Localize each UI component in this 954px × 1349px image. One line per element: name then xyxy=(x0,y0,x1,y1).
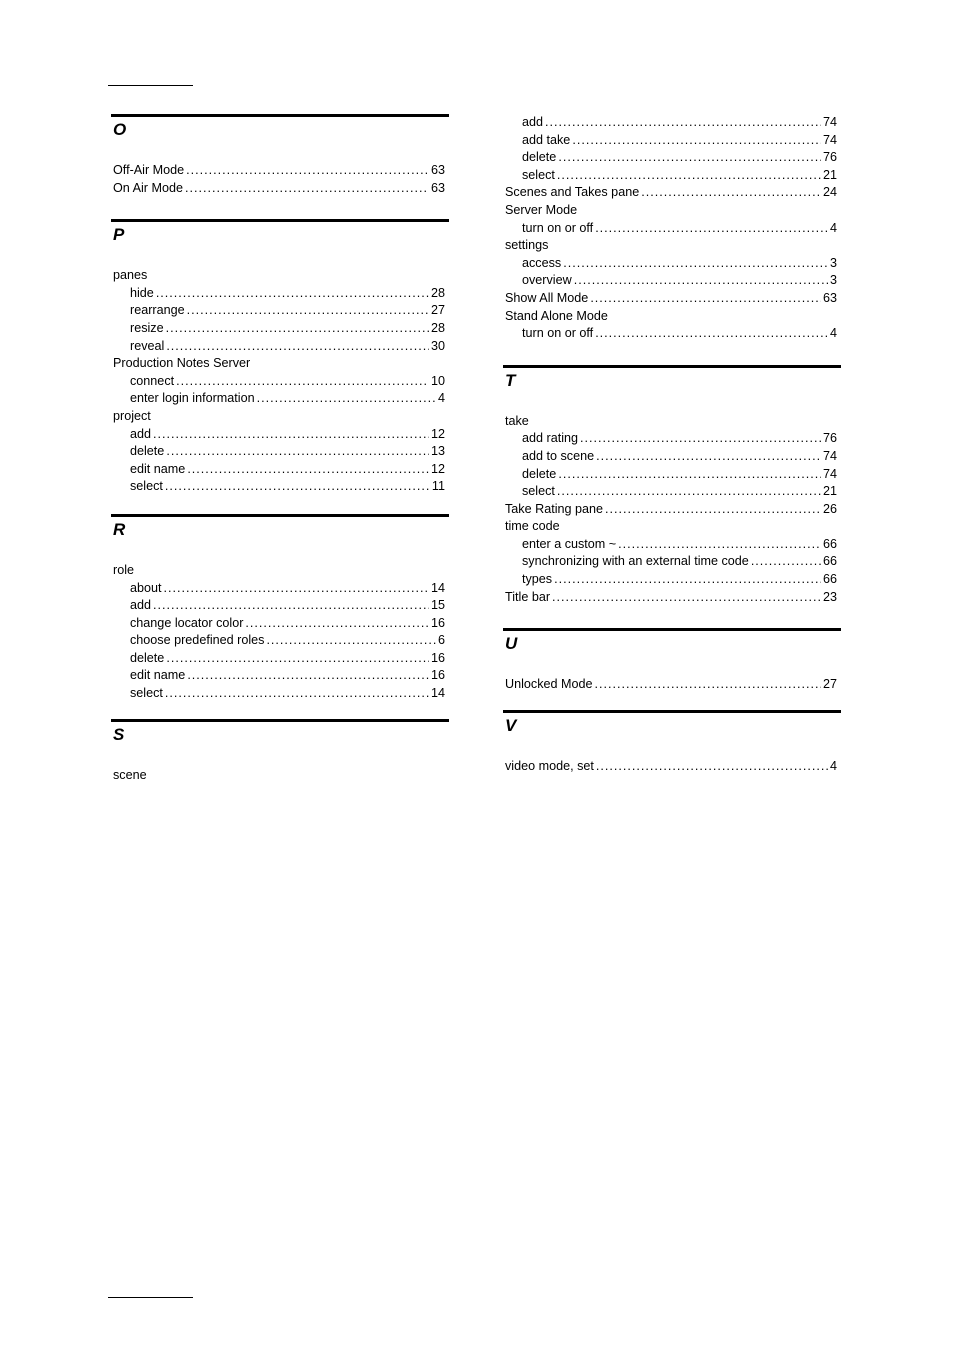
index-entries xyxy=(503,751,841,776)
index-entry xyxy=(503,413,841,431)
entry-label: edit name xyxy=(130,461,186,476)
index-subentry xyxy=(503,220,841,238)
index-section-p xyxy=(111,219,449,496)
index-subentry xyxy=(503,536,841,554)
index-subentry xyxy=(111,390,449,408)
index-entries xyxy=(503,114,841,343)
entry-label: enter login information xyxy=(130,391,255,406)
section-letter: U xyxy=(505,634,518,654)
entry-page-number: 63 xyxy=(430,180,445,195)
dot-leader xyxy=(641,184,821,202)
index-entries xyxy=(503,406,841,607)
index-subentry xyxy=(111,320,449,338)
dot-leader xyxy=(266,632,436,650)
dot-leader xyxy=(554,571,821,589)
index-subentry xyxy=(503,483,841,501)
entry-page-number: 16 xyxy=(430,650,445,665)
entry-page-number: 28 xyxy=(430,320,445,335)
section-letter: S xyxy=(113,724,125,744)
entry-label: types xyxy=(522,572,553,587)
index-entries xyxy=(111,260,449,496)
index-section-v xyxy=(503,710,841,776)
entry-label: connect xyxy=(130,373,175,388)
index-subentry xyxy=(111,443,449,461)
entry-page-number: 23 xyxy=(822,589,837,604)
index-entry xyxy=(503,518,841,536)
entry-page-number: 21 xyxy=(822,484,837,499)
index-entry xyxy=(503,308,841,326)
dot-leader xyxy=(165,478,430,496)
index-section-u xyxy=(503,628,841,694)
dot-leader xyxy=(595,220,828,238)
dot-leader xyxy=(596,758,828,776)
dot-leader xyxy=(563,255,828,273)
index-entry xyxy=(503,184,841,202)
dot-leader xyxy=(572,132,821,150)
dot-leader xyxy=(185,180,429,198)
section-heading xyxy=(503,628,841,669)
entry-label: Scenes and Takes pane xyxy=(505,185,640,200)
entry-page-number: 16 xyxy=(430,668,445,683)
entry-page-number: 66 xyxy=(822,554,837,569)
index-subentry xyxy=(503,255,841,273)
entry-page-number: 3 xyxy=(829,273,837,288)
entry-page-number: 24 xyxy=(822,185,837,200)
index-subentry xyxy=(111,285,449,303)
index-entry xyxy=(111,408,449,426)
entry-label: select xyxy=(522,167,555,182)
dot-leader xyxy=(153,426,429,444)
index-entry xyxy=(503,290,841,308)
dot-leader xyxy=(552,589,821,607)
entry-label: Stand Alone Mode xyxy=(505,308,608,323)
entry-label: add xyxy=(130,598,152,613)
entry-label: delete xyxy=(522,150,557,165)
dot-leader xyxy=(557,167,821,185)
entry-page-number: 74 xyxy=(822,466,837,481)
entry-page-number: 15 xyxy=(430,598,445,613)
index-entry xyxy=(111,355,449,373)
dot-leader xyxy=(595,676,821,694)
entry-label: hide xyxy=(130,285,154,300)
index-subentry xyxy=(503,114,841,132)
section-letter: V xyxy=(505,715,517,735)
entry-label: turn on or off xyxy=(522,326,594,341)
index-entry xyxy=(503,676,841,694)
entry-label: delete xyxy=(522,466,557,481)
entry-label: access xyxy=(522,255,562,270)
index-entries xyxy=(111,760,449,785)
section-letter: P xyxy=(113,225,125,245)
dot-leader xyxy=(187,461,429,479)
index-entry xyxy=(111,267,449,285)
index-column-right xyxy=(503,114,841,775)
dot-leader xyxy=(166,443,429,461)
entry-label: turn on or off xyxy=(522,220,594,235)
entry-label: add to scene xyxy=(522,448,595,463)
index-subentry xyxy=(111,597,449,615)
entry-label: Server Mode xyxy=(505,202,578,217)
header-rule xyxy=(108,85,193,86)
entry-page-number: 26 xyxy=(822,501,837,516)
entry-page-number: 63 xyxy=(822,290,837,305)
index-entry xyxy=(111,162,449,180)
index-section-s xyxy=(111,719,449,785)
entry-page-number: 16 xyxy=(430,615,445,630)
dot-leader xyxy=(596,448,821,466)
entry-label: role xyxy=(113,562,134,577)
index-entry xyxy=(111,767,449,785)
section-heading xyxy=(111,514,449,555)
index-section-o xyxy=(111,114,449,197)
section-letter: T xyxy=(505,370,516,390)
index-section-r xyxy=(111,514,449,703)
entry-label: synchronizing with an external time code xyxy=(522,554,749,569)
index-subentry xyxy=(111,580,449,598)
index-subentry xyxy=(111,338,449,356)
entry-label: panes xyxy=(113,268,148,283)
section-heading xyxy=(111,719,449,760)
entry-label: choose predefined roles xyxy=(130,633,265,648)
entry-label: add xyxy=(130,426,152,441)
index-section-continued xyxy=(503,114,841,343)
index-subentry xyxy=(503,272,841,290)
entry-page-number: 74 xyxy=(822,132,837,147)
index-entry xyxy=(503,589,841,607)
index-subentry xyxy=(503,167,841,185)
entry-label: add rating xyxy=(522,431,579,446)
entry-label: Take Rating pane xyxy=(505,501,604,516)
entry-page-number: 11 xyxy=(431,479,445,494)
index-entries xyxy=(111,555,449,703)
dot-leader xyxy=(153,597,429,615)
section-heading xyxy=(503,365,841,406)
entry-label: Off-Air Mode xyxy=(113,163,185,177)
entry-label: reveal xyxy=(130,338,165,353)
entry-page-number: 74 xyxy=(822,115,837,129)
dot-leader xyxy=(618,536,821,554)
index-subentry xyxy=(111,667,449,685)
entry-label: edit name xyxy=(130,668,186,683)
entry-page-number: 30 xyxy=(430,338,445,353)
index-section-t xyxy=(503,365,841,607)
dot-leader xyxy=(166,320,429,338)
index-subentry xyxy=(111,615,449,633)
dot-leader xyxy=(751,553,821,571)
entry-page-number: 13 xyxy=(430,444,445,459)
entry-page-number: 14 xyxy=(430,580,445,595)
dot-leader xyxy=(164,580,429,598)
entry-label: resize xyxy=(130,320,164,335)
dot-leader xyxy=(187,302,429,320)
index-subentry xyxy=(111,685,449,703)
entry-label: On Air Mode xyxy=(113,180,183,195)
entry-label: settings xyxy=(505,238,549,253)
entry-page-number: 27 xyxy=(430,303,445,318)
entry-page-number: 4 xyxy=(829,758,837,773)
index-subentry xyxy=(111,632,449,650)
index-subentry xyxy=(503,571,841,589)
section-letter: O xyxy=(113,120,127,139)
index-subentry xyxy=(111,302,449,320)
entry-page-number: 4 xyxy=(829,220,837,235)
index-subentry xyxy=(503,325,841,343)
entry-label: change locator color xyxy=(130,615,244,630)
dot-leader xyxy=(557,483,821,501)
index-subentry xyxy=(503,430,841,448)
entry-page-number: 74 xyxy=(822,448,837,463)
entry-label: video mode, set xyxy=(505,758,594,773)
index-subentry xyxy=(503,448,841,466)
entry-label: add xyxy=(522,115,544,129)
section-heading xyxy=(503,710,841,751)
dot-leader xyxy=(580,430,821,448)
entry-label: rearrange xyxy=(130,303,185,318)
dot-leader xyxy=(245,615,429,633)
dot-leader xyxy=(545,114,821,132)
index-subentry xyxy=(503,149,841,167)
index-subentry xyxy=(503,466,841,484)
entry-label: delete xyxy=(130,444,165,459)
dot-leader xyxy=(595,325,828,343)
entry-page-number: 4 xyxy=(829,326,837,341)
section-heading xyxy=(111,219,449,260)
entry-page-number: 14 xyxy=(430,686,445,701)
dot-leader xyxy=(605,501,821,519)
index-subentry xyxy=(111,461,449,479)
dot-leader xyxy=(257,390,436,408)
entry-page-number: 66 xyxy=(822,536,837,551)
entry-label: delete xyxy=(130,650,165,665)
entry-label: scene xyxy=(113,767,147,782)
dot-leader xyxy=(165,685,429,703)
dot-leader xyxy=(166,650,429,668)
entry-label: Unlocked Mode xyxy=(505,677,593,692)
index-entry xyxy=(503,202,841,220)
index-subentry xyxy=(111,478,449,496)
index-entry xyxy=(503,758,841,776)
index-subentry xyxy=(111,650,449,668)
entry-page-number: 76 xyxy=(822,431,837,446)
entry-label: add take xyxy=(522,132,571,147)
index-entry xyxy=(111,562,449,580)
entry-page-number: 66 xyxy=(822,572,837,587)
entry-page-number: 76 xyxy=(822,150,837,165)
entry-page-number: 10 xyxy=(430,373,445,388)
index-entries xyxy=(111,155,449,197)
dot-leader xyxy=(590,290,821,308)
index-column-left xyxy=(111,114,449,784)
entry-label: select xyxy=(522,484,555,499)
entry-page-number: 12 xyxy=(430,461,445,476)
entry-label: enter a custom ~ xyxy=(522,536,617,551)
dot-leader xyxy=(574,272,828,290)
entry-page-number: 6 xyxy=(437,633,445,648)
entry-label: Show All Mode xyxy=(505,290,589,305)
entry-label: time code xyxy=(505,519,560,534)
entry-page-number: 21 xyxy=(822,167,837,182)
footer-rule xyxy=(108,1297,193,1298)
entry-label: about xyxy=(130,580,162,595)
index-subentry xyxy=(111,426,449,444)
dot-leader xyxy=(166,338,429,356)
section-heading xyxy=(111,114,449,155)
entry-page-number: 63 xyxy=(430,163,445,177)
entry-page-number: 12 xyxy=(430,426,445,441)
entry-label: Production Notes Server xyxy=(113,356,251,371)
entry-label: take xyxy=(505,413,529,428)
index-subentry xyxy=(503,553,841,571)
dot-leader xyxy=(558,466,821,484)
dot-leader xyxy=(187,667,429,685)
entry-page-number: 3 xyxy=(829,255,837,270)
entry-label: overview xyxy=(522,273,572,288)
index-entry xyxy=(503,501,841,519)
dot-leader xyxy=(558,149,821,167)
entry-label: project xyxy=(113,408,151,423)
index-entry xyxy=(503,237,841,255)
index-entries xyxy=(503,669,841,694)
index-entry xyxy=(111,180,449,198)
entry-page-number: 28 xyxy=(430,285,445,300)
entry-label: Title bar xyxy=(505,589,551,604)
index-subentry xyxy=(503,132,841,150)
dot-leader xyxy=(156,285,429,303)
dot-leader xyxy=(186,162,429,180)
entry-page-number: 4 xyxy=(437,391,445,406)
section-letter: R xyxy=(113,519,126,539)
dot-leader xyxy=(176,373,429,391)
entry-page-number: 27 xyxy=(822,677,837,692)
index-subentry xyxy=(111,373,449,391)
entry-label: select xyxy=(130,479,163,494)
entry-label: select xyxy=(130,686,163,701)
